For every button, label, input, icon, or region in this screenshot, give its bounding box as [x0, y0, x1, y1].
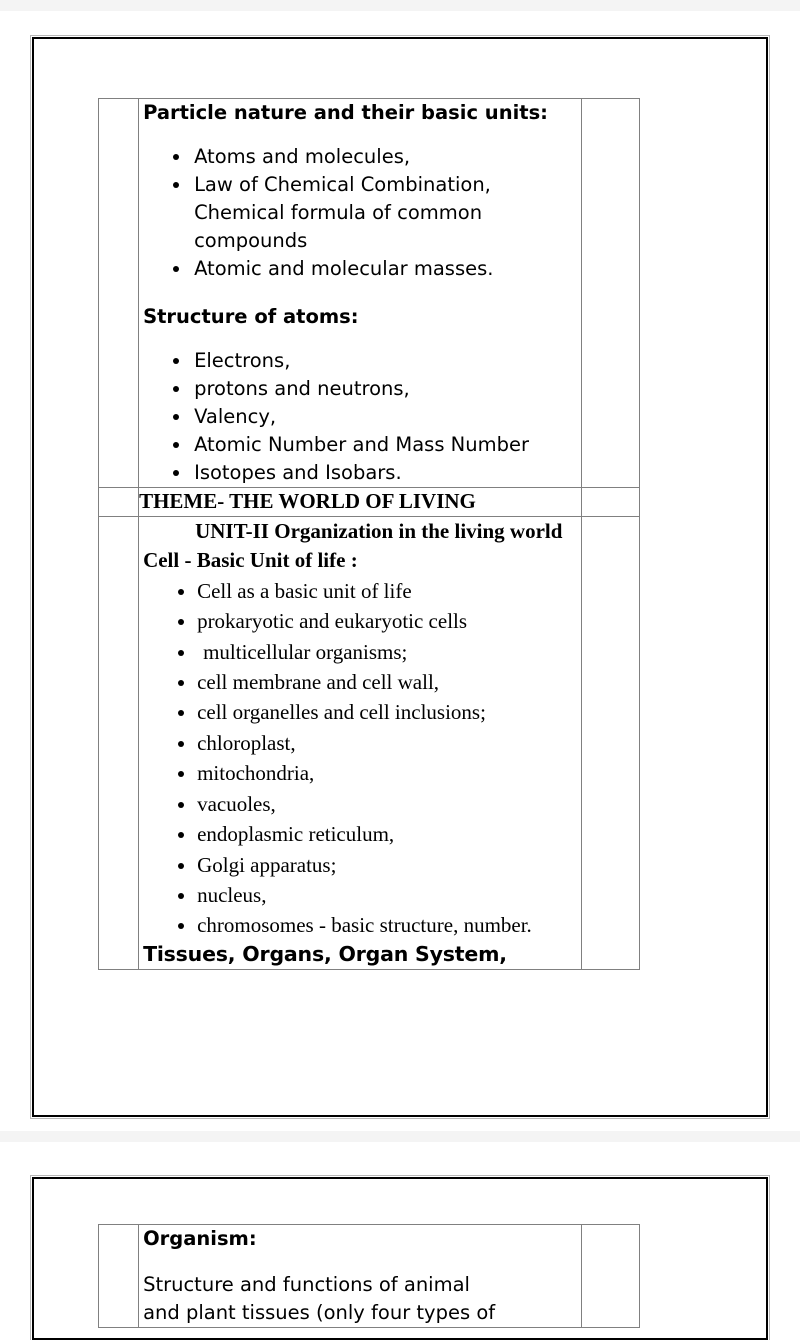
list-item: • Atomic and molecular masses. — [192, 255, 577, 283]
block-spacer — [143, 283, 577, 303]
document-page-1 — [32, 37, 768, 1117]
extra-column-cell — [581, 516, 639, 969]
document-page-2 — [32, 1177, 768, 1340]
list-item: • prokaryotic and eukaryotic cells — [197, 606, 577, 636]
page-1-content-area — [34, 39, 766, 1115]
heading-organism: Organism: — [143, 1227, 257, 1250]
particle-nature-bullet-list — [143, 143, 577, 283]
organism-content-cell — [139, 1225, 582, 1328]
extra-column-cell — [581, 1225, 639, 1328]
list-item: • Atoms and molecules, — [192, 143, 577, 171]
row-number-cell — [99, 1225, 139, 1328]
structure-of-atoms-bullet-list — [143, 347, 577, 487]
list-item: • Isotopes and Isobars. — [192, 459, 577, 487]
list-item: • Electrons, — [192, 347, 577, 375]
row-number-cell — [99, 516, 139, 969]
living-world-block — [139, 517, 581, 969]
list-item: • endoplasmic reticulum, — [197, 819, 577, 849]
organism-text-line: Structure and functions of animal — [143, 1272, 470, 1296]
table-row — [99, 99, 640, 488]
list-item: • chloroplast, — [197, 728, 577, 758]
table-row — [99, 516, 640, 969]
list-item: • Valency, — [192, 403, 577, 431]
extra-column-cell — [581, 99, 639, 488]
row-number-cell — [99, 99, 139, 488]
list-item: • cell membrane and cell wall, — [197, 667, 577, 697]
heading-tissues-organs-clipped: Tissues, Organs, Organ System, — [143, 941, 507, 966]
page-gap-top — [0, 0, 800, 11]
extra-column-cell — [581, 488, 639, 517]
list-item: • protons and neutrons, — [192, 375, 577, 403]
chemistry-content-cell — [139, 99, 582, 488]
heading-cell-basic-unit: Cell - Basic Unit of life : — [143, 548, 358, 573]
living-world-content-cell — [139, 516, 582, 969]
syllabus-table-page-1 — [98, 98, 640, 970]
heading-structure-of-atoms: Structure of atoms: — [143, 305, 359, 329]
list-item: • vacuoles, — [197, 789, 577, 819]
list-item: • Law of Chemical Combination, Chemical formula of common compounds — [192, 171, 577, 255]
list-item: • mitochondria, — [197, 758, 577, 788]
theme-heading: THEME- THE WORLD OF LIVING — [139, 488, 582, 517]
list-item: • Cell as a basic unit of life — [197, 576, 577, 606]
syllabus-table-page-2 — [98, 1224, 640, 1328]
table-row — [99, 1225, 640, 1328]
row-number-cell — [99, 488, 139, 517]
page-2-content-area — [34, 1179, 766, 1338]
organism-block — [139, 1225, 581, 1327]
chemistry-block — [139, 99, 581, 487]
list-item: • chromosomes - basic structure, number. — [197, 910, 577, 940]
heading-unit-ii: UNIT-II Organization in the living world — [195, 518, 563, 543]
list-item: • cell organelles and cell inclusions; — [197, 697, 577, 727]
organism-text-line: and plant tissues (only four types of — [143, 1300, 496, 1324]
block-spacer — [143, 1253, 577, 1271]
cell-topics-bullet-list — [143, 576, 577, 941]
list-item: • nucleus, — [197, 880, 577, 910]
heading-particle-nature: Particle nature and their basic units: — [143, 101, 548, 124]
list-item: • multicellular organisms; — [197, 637, 577, 667]
list-item: • Atomic Number and Mass Number — [192, 431, 577, 459]
page-gap-middle — [0, 1131, 800, 1142]
table-row — [99, 488, 640, 517]
list-item: • Golgi apparatus; — [197, 850, 577, 880]
